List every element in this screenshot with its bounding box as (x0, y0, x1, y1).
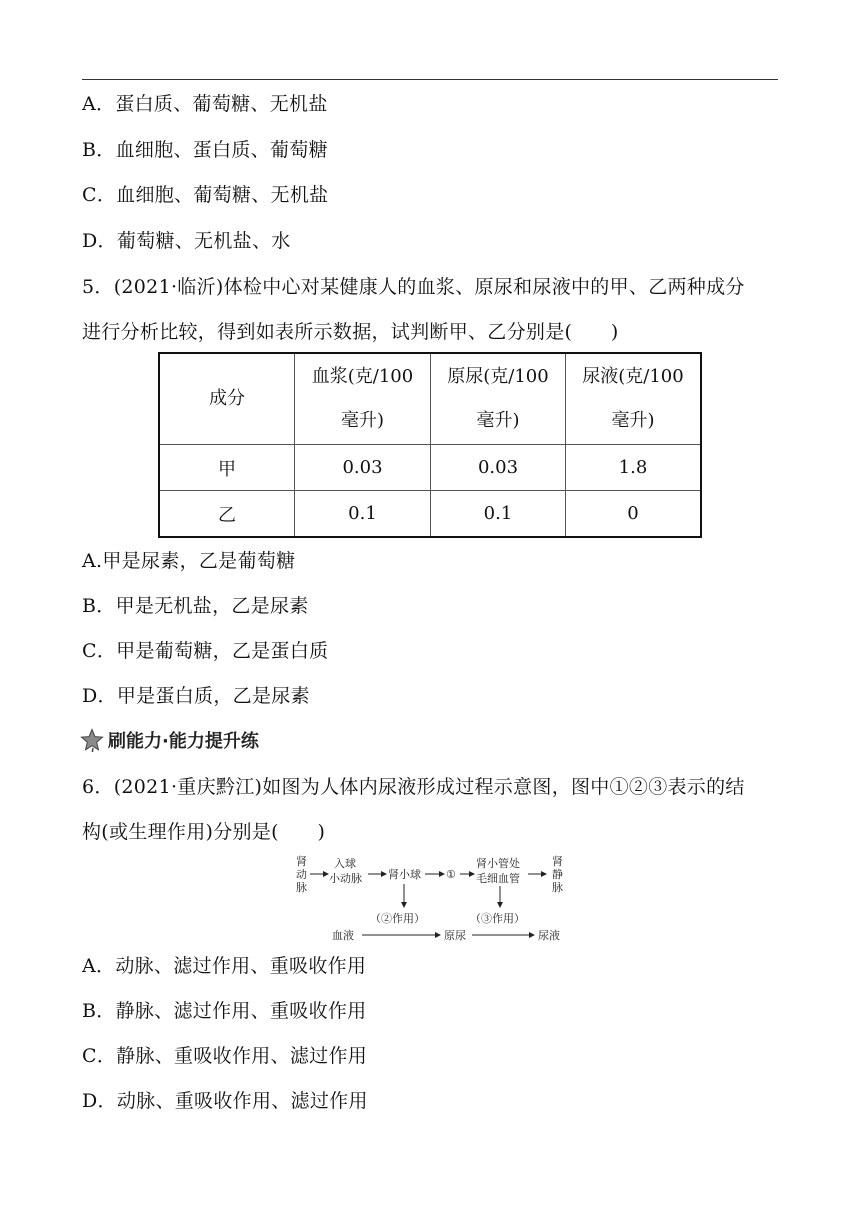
option-letter: B． (82, 1000, 116, 1022)
q5-option-c[interactable] (82, 639, 328, 663)
option-text: 血细胞、葡萄糖、无机盐 (116, 184, 329, 206)
glomerulus-label: 肾小球 (388, 868, 421, 881)
option-text: 甲是尿素，乙是葡萄糖 (102, 550, 296, 572)
q5-option-b[interactable] (82, 594, 309, 618)
q4-option-c[interactable] (82, 183, 328, 207)
option-letter: B． (82, 139, 116, 161)
circle-1-label: ① (446, 868, 456, 881)
option-letter: A. (82, 550, 103, 572)
option-text: 静脉、滤过作用、重吸收作用 (115, 1000, 367, 1022)
q4-option-d[interactable] (82, 229, 291, 253)
renal-artery-char: 肾 (296, 855, 307, 868)
table-cell: 甲 (159, 445, 295, 491)
renal-vein-char: 肾 (552, 855, 563, 868)
table-cell: 0.1 (295, 491, 431, 538)
header-text: 成分 (209, 388, 245, 409)
header-unit: 毫升) (611, 410, 655, 431)
star-icon (80, 728, 104, 752)
table-row (159, 445, 701, 491)
top-rule (82, 79, 778, 80)
blood-label: 血液 (332, 929, 354, 942)
q5-data-table (158, 352, 702, 538)
table-cell: 0.03 (431, 445, 566, 491)
option-letter: D． (82, 230, 117, 252)
afferent-arteriole-label: 小动脉 (329, 872, 362, 885)
q6-stem-line2: 构(或生理作用)分别是( ) (82, 821, 326, 843)
urine-label: 尿液 (538, 929, 560, 942)
option-letter: D． (82, 1090, 117, 1112)
renal-artery-char: 脉 (296, 881, 307, 894)
table-cell: 0 (566, 491, 702, 538)
option-letter: C． (82, 1045, 117, 1067)
option-letter: C． (82, 640, 117, 662)
option-text: 蛋白质、葡萄糖、无机盐 (115, 93, 328, 115)
renal-vein-char: 脉 (552, 881, 563, 894)
q5-stem-line2: 进行分析比较，得到如表所示数据，试判断甲、乙分别是( ) (82, 321, 619, 343)
option-letter: A． (82, 93, 116, 115)
option-letter: C． (82, 184, 117, 206)
option-text: 葡萄糖、无机盐、水 (116, 230, 291, 252)
header-text: 血浆(克/100 (311, 366, 414, 387)
action-3-label: （③作用） (470, 912, 525, 925)
table-cell: 乙 (159, 491, 295, 538)
tubule-label: 肾小管处 (476, 857, 520, 870)
q5-option-d[interactable] (82, 684, 310, 708)
action-2-label: （②作用） (370, 912, 425, 925)
renal-vein-char: 静 (552, 868, 563, 881)
header-unit: 毫升) (476, 410, 520, 431)
header-primary-urine (431, 353, 566, 445)
urine-formation-diagram (280, 853, 580, 945)
primary-urine-label: 原尿 (444, 929, 466, 942)
q6-stem-line1: 6．(2021·重庆黔江)如图为人体内尿液形成过程示意图，图中①②③表示的结 (82, 776, 745, 798)
q4-option-a[interactable] (82, 92, 328, 116)
option-text: 动脉、滤过作用、重吸收作用 (115, 955, 367, 977)
renal-vein-label (552, 854, 563, 894)
table-header-row (159, 353, 701, 445)
header-urine (566, 353, 702, 445)
renal-artery-label (296, 854, 307, 894)
afferent-arteriole-label: 入球 (334, 857, 356, 870)
q6-option-d[interactable] (82, 1089, 368, 1113)
header-unit: 毫升) (340, 410, 385, 431)
table-cell: 0.1 (431, 491, 566, 538)
section-header (80, 727, 259, 753)
q6-option-b[interactable] (82, 999, 366, 1023)
q4-option-b[interactable] (82, 138, 328, 162)
header-plasma (295, 353, 431, 445)
table-row (159, 491, 701, 538)
section-title: 刷能力·能力提升练 (108, 731, 259, 752)
tubule-label: 毛细血管 (476, 872, 520, 885)
q6-option-c[interactable] (82, 1044, 367, 1068)
table-cell: 1.8 (566, 445, 702, 491)
option-text: 血细胞、蛋白质、葡萄糖 (115, 139, 328, 161)
option-text: 动脉、重吸收作用、滤过作用 (116, 1090, 368, 1112)
q5-stem-line1: 5．(2021·临沂)体检中心对某健康人的血浆、原尿和尿液中的甲、乙两种成分 (82, 276, 745, 298)
option-letter: A． (82, 955, 116, 977)
q5-option-a[interactable] (82, 549, 295, 573)
option-letter: B． (82, 595, 116, 617)
option-text: 甲是蛋白质，乙是尿素 (116, 685, 310, 707)
renal-artery-char: 动 (296, 868, 307, 881)
option-text: 甲是葡萄糖，乙是蛋白质 (116, 640, 329, 662)
header-text: 原尿(克/100 (447, 366, 549, 387)
option-text: 甲是无机盐，乙是尿素 (115, 595, 309, 617)
header-text: 尿液(克/100 (582, 366, 684, 387)
option-text: 静脉、重吸收作用、滤过作用 (116, 1045, 368, 1067)
option-letter: D． (82, 685, 117, 707)
table-cell: 0.03 (295, 445, 431, 491)
header-component (159, 353, 295, 445)
q6-option-a[interactable] (82, 954, 366, 978)
